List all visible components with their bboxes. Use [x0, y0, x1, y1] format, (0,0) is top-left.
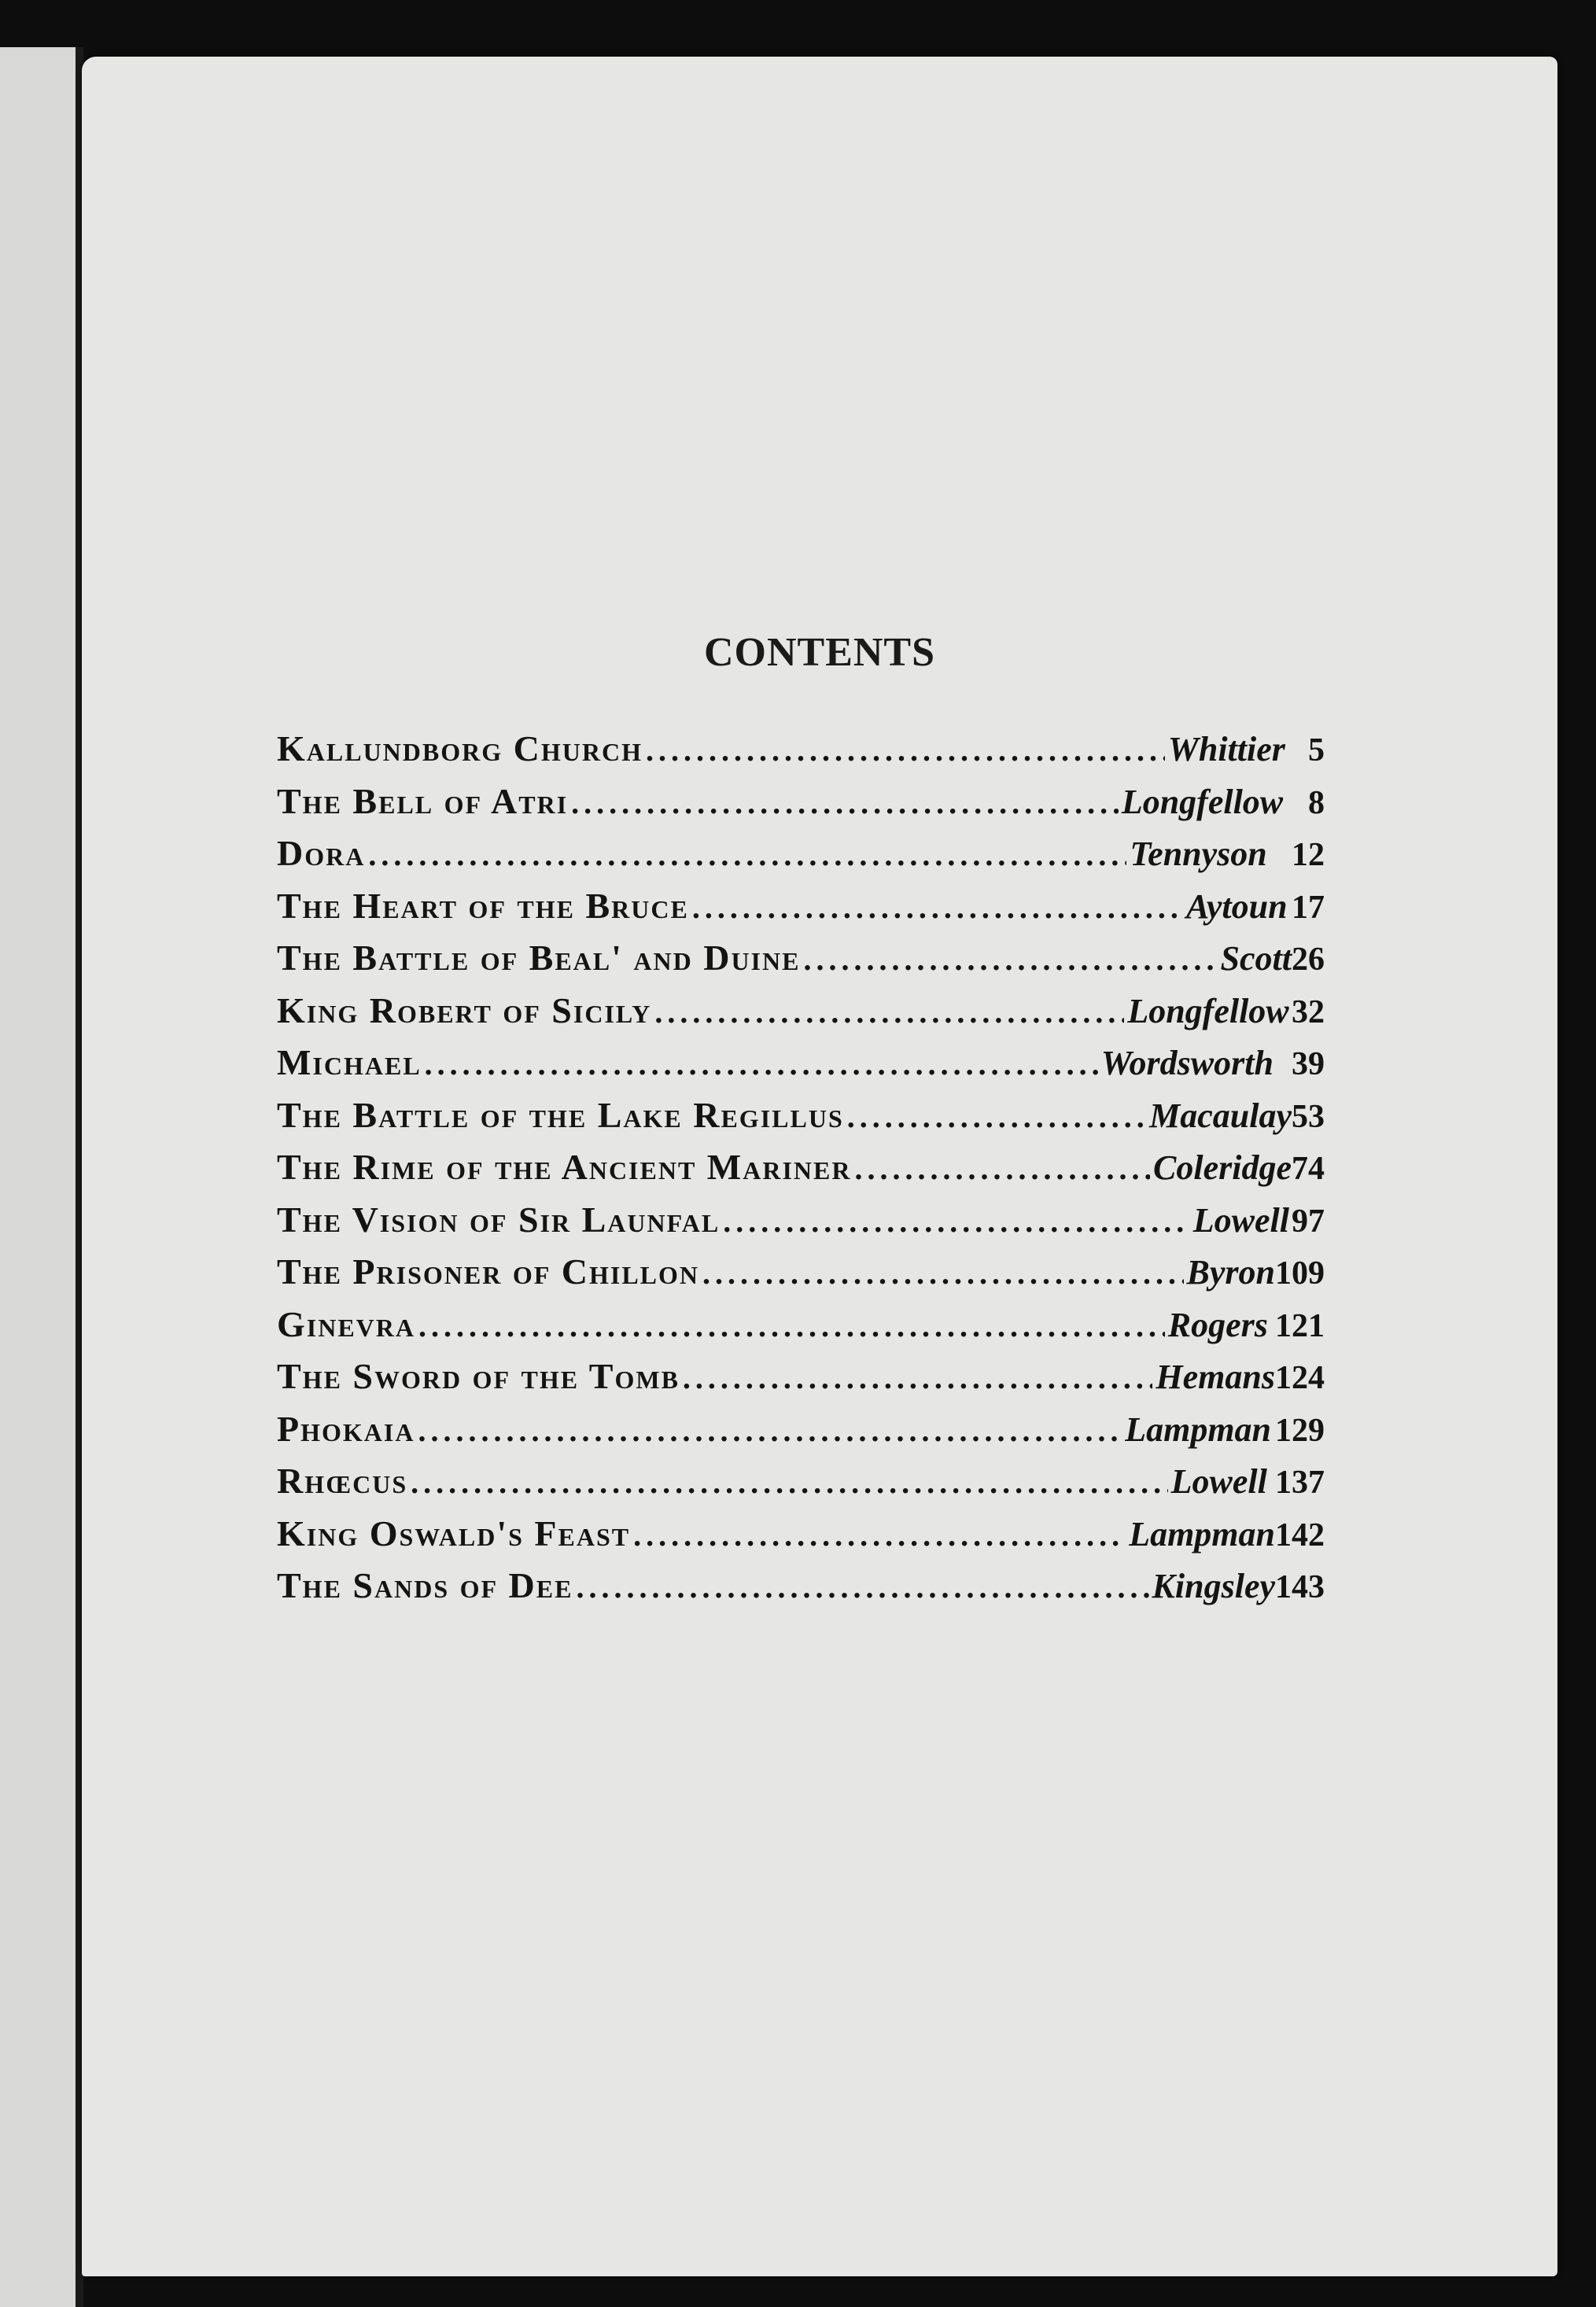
leader-dots: [683, 1359, 1153, 1396]
toc-entry-author: Wordsworth: [1100, 1044, 1273, 1082]
toc-entry-author: Hemans: [1156, 1358, 1275, 1396]
leader-dots: [702, 1255, 1184, 1292]
toc-entry-author: Lowell: [1170, 1462, 1267, 1501]
toc-entry-page: 5: [1308, 732, 1325, 768]
toc-entry-title: The Rime of the Ancient Mariner: [277, 1147, 852, 1187]
toc-entry-page: 143: [1275, 1569, 1325, 1605]
toc-entry-author: Longfellow: [1121, 782, 1284, 821]
toc-entry: [277, 1094, 1325, 1147]
toc-entry-title: The Vision of Sir Launfal: [277, 1199, 721, 1240]
toc-entry-page: 137: [1275, 1465, 1325, 1501]
leader-dots: [654, 993, 1124, 1030]
leader-dots: [418, 1307, 1165, 1344]
toc-entry: [277, 1564, 1325, 1617]
toc-entry-page: 12: [1292, 837, 1325, 873]
toc-entry-page: 8: [1308, 784, 1325, 821]
leader-dots: [411, 1464, 1168, 1501]
toc-entry: [277, 885, 1325, 938]
toc-entry: [277, 937, 1325, 990]
toc-entry-title: The Battle of the Lake Regillus: [277, 1094, 844, 1135]
leader-dots: [803, 941, 1217, 978]
facing-page-edge: [0, 47, 76, 2307]
toc-entry-page: 97: [1292, 1203, 1325, 1240]
toc-entry: [277, 1408, 1325, 1461]
toc-entry-author: Coleridge: [1153, 1148, 1292, 1187]
toc-entry-title: King Robert of Sicily: [277, 990, 652, 1030]
toc-entry: [277, 1460, 1325, 1513]
toc-entry-author: Aytoun: [1185, 886, 1288, 926]
toc-entry: [277, 1355, 1325, 1408]
toc-entry: [277, 1513, 1325, 1565]
leader-dots: [576, 1568, 1148, 1605]
toc-entry-title: The Sands of Dee: [277, 1565, 573, 1605]
toc-entry-title: Kallundborg Church: [277, 728, 643, 768]
toc-entry-title: The Sword of the Tomb: [277, 1356, 680, 1396]
toc-entry-title: Rhœcus: [277, 1461, 408, 1501]
toc-entry-title: King Oswald's Feast: [277, 1513, 631, 1553]
toc-entry-page: 32: [1292, 993, 1325, 1030]
toc-entry: [277, 1199, 1325, 1251]
toc-entry-page: 142: [1275, 1517, 1325, 1553]
toc-entry: [277, 1041, 1325, 1094]
leader-dots: [723, 1203, 1189, 1240]
leader-dots: [633, 1517, 1126, 1553]
leader-dots: [418, 1412, 1122, 1449]
leader-dots: [368, 836, 1126, 873]
toc-entry-title: Michael: [277, 1042, 422, 1082]
toc-entry-page: 39: [1292, 1046, 1325, 1082]
toc-entry-page: 129: [1275, 1412, 1325, 1449]
toc-entry-author: Lampman: [1125, 1410, 1272, 1449]
toc-entry: [277, 1251, 1325, 1303]
leader-dots: [425, 1045, 1098, 1082]
toc-entry-title: The Bell of Atri: [277, 780, 569, 821]
toc-entry-author: Tennyson: [1130, 835, 1267, 873]
toc-entry: [277, 990, 1325, 1042]
toc-entry-page: 53: [1292, 1098, 1325, 1135]
leader-dots: [571, 784, 1119, 821]
toc-entry-page: 26: [1292, 942, 1325, 978]
toc-entry-author: Rogers: [1167, 1305, 1268, 1344]
leader-dots: [847, 1098, 1146, 1135]
toc-entry-page: 121: [1275, 1307, 1325, 1344]
toc-entry-title: The Heart of the Bruce: [277, 885, 689, 926]
toc-entry-author: Whittier: [1167, 730, 1285, 768]
leader-dots: [692, 889, 1183, 926]
toc-entry: [277, 1303, 1325, 1356]
toc-entry-title: Ginevra: [277, 1303, 416, 1344]
toc-entry-author: Scott: [1220, 939, 1292, 978]
leader-dots: [646, 732, 1165, 768]
table-of-contents: [277, 728, 1325, 1617]
toc-entry-page: 109: [1275, 1255, 1325, 1292]
toc-entry-page: 17: [1292, 889, 1325, 926]
toc-entry-title: The Battle of Beal' and Duine: [277, 938, 801, 978]
contents-heading: CONTENTS: [703, 630, 936, 675]
toc-entry-title: Phokaia: [277, 1408, 415, 1449]
toc-entry: [277, 780, 1325, 833]
toc-entry-page: 124: [1275, 1360, 1325, 1396]
toc-entry-author: Lowell: [1192, 1200, 1289, 1240]
toc-entry: [277, 832, 1325, 885]
toc-entry: [277, 728, 1325, 780]
toc-entry-title: Dora: [277, 833, 366, 873]
toc-entry: [277, 1146, 1325, 1199]
toc-entry-author: Longfellow: [1127, 991, 1289, 1030]
toc-entry-title: The Prisoner of Chillon: [277, 1251, 700, 1292]
toc-entry-author: Macaulay: [1149, 1096, 1292, 1135]
toc-entry-page: 74: [1292, 1151, 1325, 1187]
toc-entry-author: Kingsley: [1152, 1567, 1275, 1605]
leader-dots: [854, 1150, 1150, 1187]
toc-entry-author: Lampman: [1129, 1514, 1275, 1553]
toc-entry-author: Byron: [1186, 1253, 1275, 1292]
